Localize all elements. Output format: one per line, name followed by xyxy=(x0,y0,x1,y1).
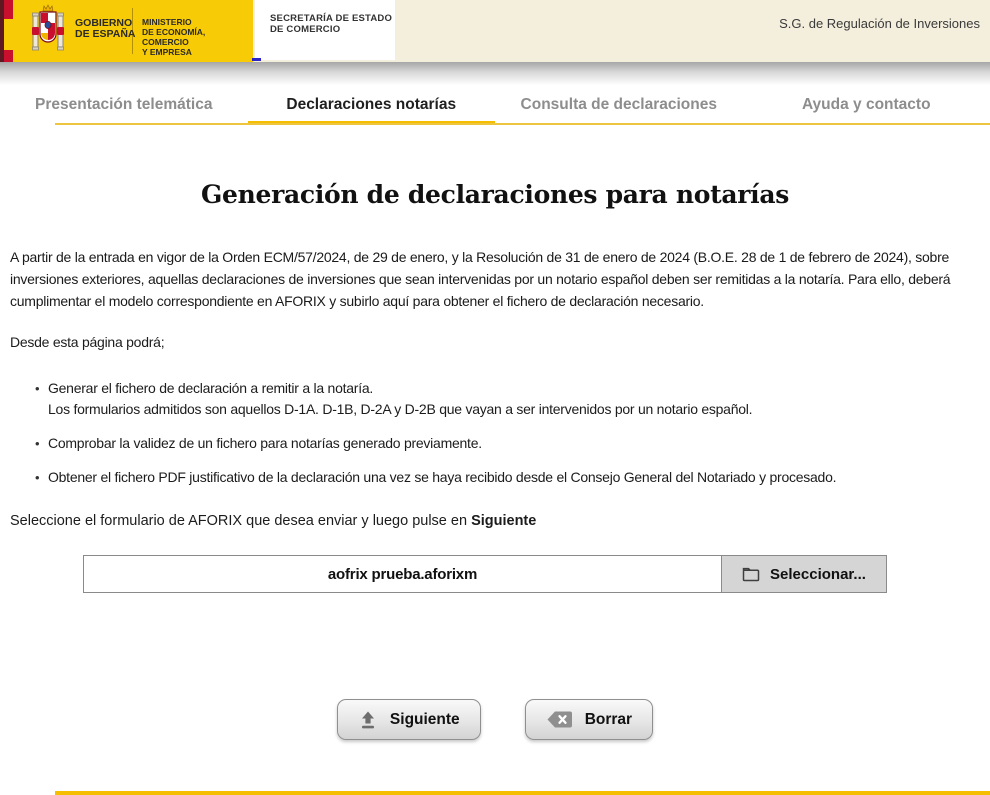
tab-ayuda-y-contacto[interactable]: Ayuda y contacto xyxy=(801,96,931,113)
siguiente-button[interactable] xyxy=(337,699,481,740)
header-shadow xyxy=(0,62,990,85)
spain-flag-stripe xyxy=(4,0,13,62)
tab-declaraciones-notarias[interactable]: Declaraciones notarías xyxy=(248,85,496,125)
siguiente-label: Siguiente xyxy=(389,710,460,728)
main-navigation xyxy=(0,85,990,125)
page-content xyxy=(0,180,990,740)
selected-file-field[interactable]: aofrix prueba.aforixm xyxy=(83,555,722,593)
borrar-button[interactable] xyxy=(525,699,653,740)
subdireccion-general-label: S.G. de Regulación de Inversiones xyxy=(779,16,980,31)
secretaria-label: SECRETARÍA DE ESTADO DE COMERCIO xyxy=(270,13,393,35)
select-file-button[interactable] xyxy=(721,555,887,593)
list-item: • Comprobar la validez de un fichero para notarías generado previamente. xyxy=(48,433,990,454)
ministerio-label: MINISTERIO DE ECONOMÍA, COMERCIO Y EMPRESA xyxy=(142,17,206,57)
backspace-icon xyxy=(546,710,573,729)
lead-text: Desde esta página podrá; xyxy=(10,334,165,350)
tab-consulta-de-declaraciones[interactable]: Consulta de declaraciones xyxy=(520,96,717,113)
nav-yellow-rule xyxy=(55,123,990,125)
logo-link-underline xyxy=(252,58,261,61)
gobierno-logo-link[interactable] xyxy=(13,0,253,62)
file-picker-control xyxy=(83,555,888,593)
list-item: • Obtener el fichero PDF justificativo de la declaración una vez se haya recibido desde el Consejo General del Notariado y procesado. xyxy=(48,467,990,488)
brand-divider xyxy=(132,8,133,54)
footer-yellow-rule xyxy=(55,791,990,795)
select-file-label: Seleccionar... xyxy=(770,565,866,583)
upload-icon xyxy=(358,710,378,730)
intro-paragraph: A partir de la entrada en vigor de la Orden ECM/57/2024, de 29 de enero, y la Resolución de 31 de enero de 2024 (B.O.E. 28 de 1 de febrero de 2024), sobre inversiones exteriores, aquellas declaraciones de inversiones que sean intervenidas por un notario español deben ser remitidas a la notaría. Para ello, deberá cumplimentar el modelo correspondiente en AFORIX y subirlo aquí para obtener el fichero de declaración necesario. xyxy=(10,249,951,309)
government-header xyxy=(0,0,990,62)
spain-coat-of-arms-icon xyxy=(32,3,64,57)
folder-icon xyxy=(742,567,760,582)
page-title: Generación de declaraciones para notarías xyxy=(201,180,789,209)
secretaria-de-estado-box xyxy=(255,0,395,60)
select-file-instruction: Seleccione el formulario de AFORIX que desea enviar y luego pulse en Siguiente xyxy=(10,513,537,529)
capabilities-list xyxy=(48,378,990,488)
tab-presentacion-telematica[interactable]: Presentación telemática xyxy=(35,96,213,113)
borrar-label: Borrar xyxy=(584,710,633,728)
gobierno-de-espana-label: GOBIERNO DE ESPAÑA xyxy=(75,17,136,40)
list-item: • Generar el fichero de declaración a remitir a la notaría. Los formularios admitidos son aquellos D-1A. D-1B, D-2A y D-2B que vayan a ser intervenidos por un notario español. xyxy=(48,378,990,420)
actions-row xyxy=(0,699,990,740)
